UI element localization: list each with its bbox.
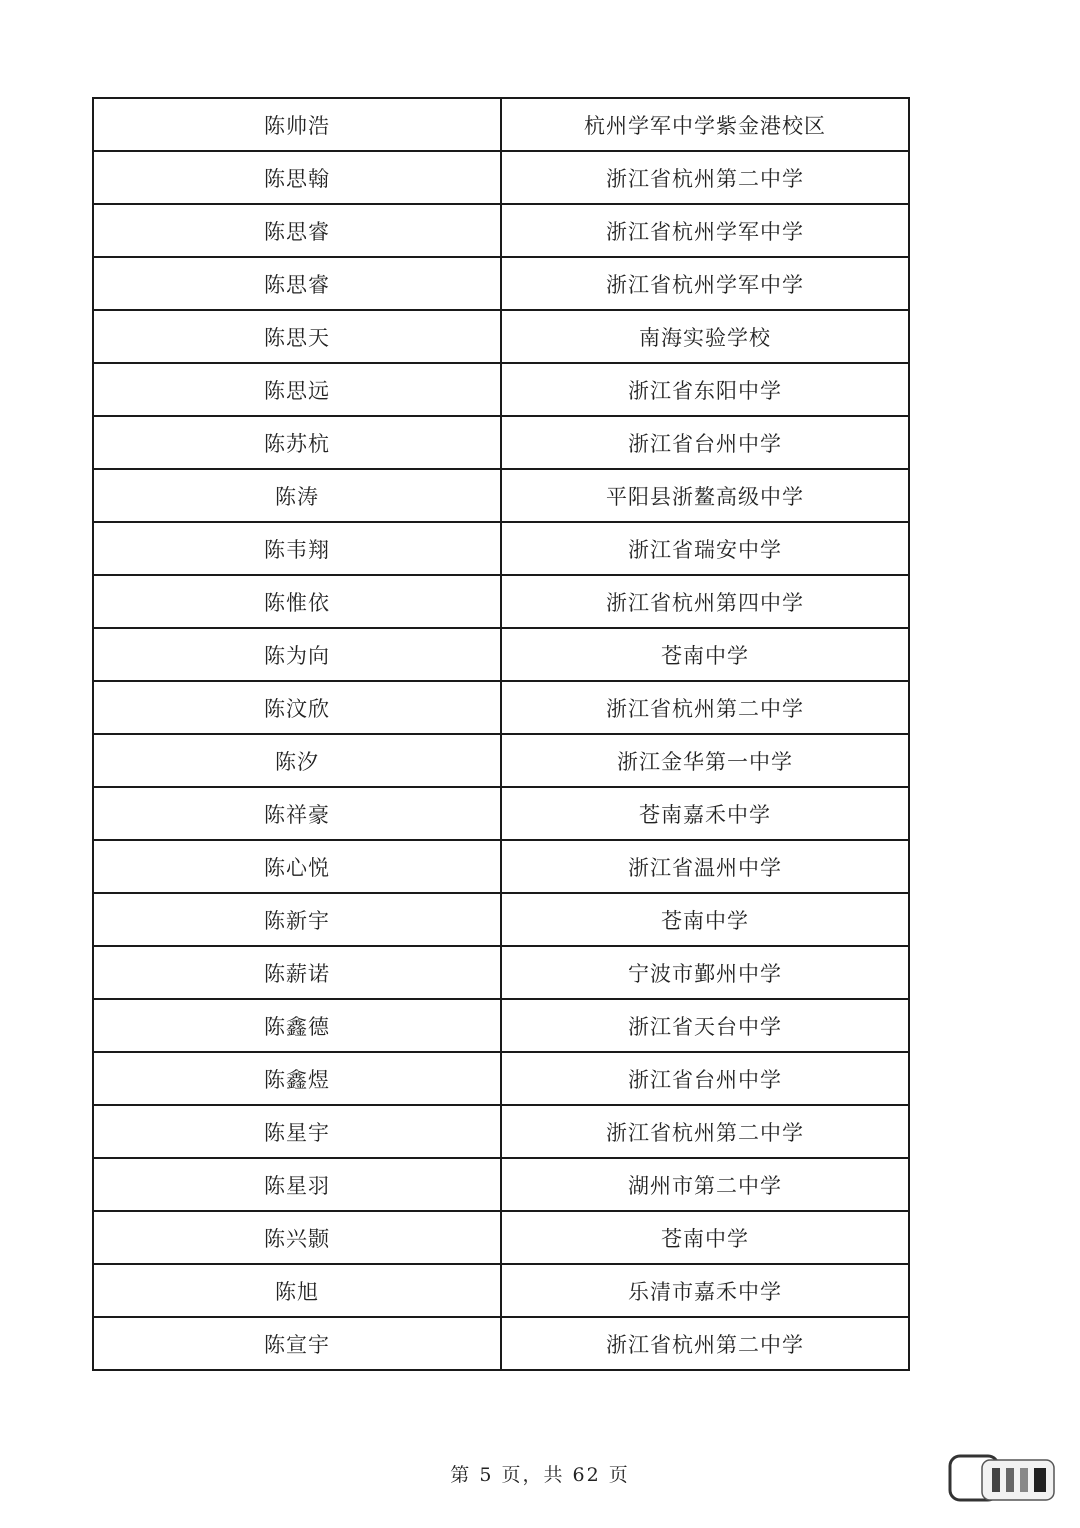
student-name-cell: 陈汐 xyxy=(93,734,501,787)
table-row xyxy=(93,363,909,416)
student-name-cell: 陈思远 xyxy=(93,363,501,416)
table-row xyxy=(93,840,909,893)
school-name-cell: 浙江省杭州第二中学 xyxy=(501,151,909,204)
student-name-cell: 陈心悦 xyxy=(93,840,501,893)
school-name-cell: 浙江省杭州第二中学 xyxy=(501,1105,909,1158)
table-row xyxy=(93,999,909,1052)
table-row xyxy=(93,1211,909,1264)
student-name-cell: 陈思睿 xyxy=(93,257,501,310)
school-name-cell: 浙江省杭州第二中学 xyxy=(501,681,909,734)
table-row xyxy=(93,310,909,363)
school-name-cell: 浙江金华第一中学 xyxy=(501,734,909,787)
student-name-cell: 陈兴颢 xyxy=(93,1211,501,1264)
school-name-cell: 浙江省台州中学 xyxy=(501,416,909,469)
table-row xyxy=(93,893,909,946)
student-name-cell: 陈思睿 xyxy=(93,204,501,257)
student-name-cell: 陈思天 xyxy=(93,310,501,363)
school-name-cell: 苍南中学 xyxy=(501,628,909,681)
table-row xyxy=(93,469,909,522)
student-name-cell: 陈惟依 xyxy=(93,575,501,628)
school-name-cell: 浙江省杭州学军中学 xyxy=(501,204,909,257)
app-watermark-icon xyxy=(948,1450,1058,1506)
student-name-cell: 陈韦翔 xyxy=(93,522,501,575)
school-name-cell: 浙江省杭州第二中学 xyxy=(501,1317,909,1370)
roster-table xyxy=(92,97,910,1371)
student-name-cell: 陈苏杭 xyxy=(93,416,501,469)
school-name-cell: 浙江省温州中学 xyxy=(501,840,909,893)
student-name-cell: 陈星羽 xyxy=(93,1158,501,1211)
school-name-cell: 苍南嘉禾中学 xyxy=(501,787,909,840)
table-row xyxy=(93,575,909,628)
student-name-cell: 陈涛 xyxy=(93,469,501,522)
school-name-cell: 苍南中学 xyxy=(501,893,909,946)
student-name-cell: 陈宣宇 xyxy=(93,1317,501,1370)
student-name-cell: 陈汶欣 xyxy=(93,681,501,734)
school-name-cell: 浙江省台州中学 xyxy=(501,1052,909,1105)
school-name-cell: 乐清市嘉禾中学 xyxy=(501,1264,909,1317)
school-name-cell: 苍南中学 xyxy=(501,1211,909,1264)
school-name-cell: 浙江省杭州学军中学 xyxy=(501,257,909,310)
table-row xyxy=(93,416,909,469)
table-row xyxy=(93,1052,909,1105)
student-name-cell: 陈为向 xyxy=(93,628,501,681)
student-name-cell: 陈祥豪 xyxy=(93,787,501,840)
table-row xyxy=(93,98,909,151)
table-row xyxy=(93,1105,909,1158)
table-row xyxy=(93,946,909,999)
school-name-cell: 浙江省瑞安中学 xyxy=(501,522,909,575)
table-row xyxy=(93,1264,909,1317)
student-name-cell: 陈薪诺 xyxy=(93,946,501,999)
page-number-footer: 第 5 页，共 62 页 xyxy=(450,1464,630,1486)
student-name-cell: 陈鑫煜 xyxy=(93,1052,501,1105)
student-name-cell: 陈帅浩 xyxy=(93,98,501,151)
table-row xyxy=(93,257,909,310)
table-row xyxy=(93,681,909,734)
school-name-cell: 平阳县浙鳌高级中学 xyxy=(501,469,909,522)
table-row xyxy=(93,734,909,787)
student-name-cell: 陈旭 xyxy=(93,1264,501,1317)
table-row xyxy=(93,151,909,204)
table-row xyxy=(93,204,909,257)
school-name-cell: 宁波市鄞州中学 xyxy=(501,946,909,999)
school-name-cell: 浙江省东阳中学 xyxy=(501,363,909,416)
school-name-cell: 湖州市第二中学 xyxy=(501,1158,909,1211)
school-name-cell: 浙江省天台中学 xyxy=(501,999,909,1052)
table-row xyxy=(93,522,909,575)
student-name-cell: 陈新宇 xyxy=(93,893,501,946)
table-row xyxy=(93,787,909,840)
table-row xyxy=(93,628,909,681)
student-name-cell: 陈鑫德 xyxy=(93,999,501,1052)
school-name-cell: 杭州学军中学紫金港校区 xyxy=(501,98,909,151)
table-row xyxy=(93,1158,909,1211)
roster-table-body xyxy=(93,98,909,1370)
table-row xyxy=(93,1317,909,1370)
student-name-cell: 陈星宇 xyxy=(93,1105,501,1158)
school-name-cell: 浙江省杭州第四中学 xyxy=(501,575,909,628)
student-name-cell: 陈思翰 xyxy=(93,151,501,204)
school-name-cell: 南海实验学校 xyxy=(501,310,909,363)
